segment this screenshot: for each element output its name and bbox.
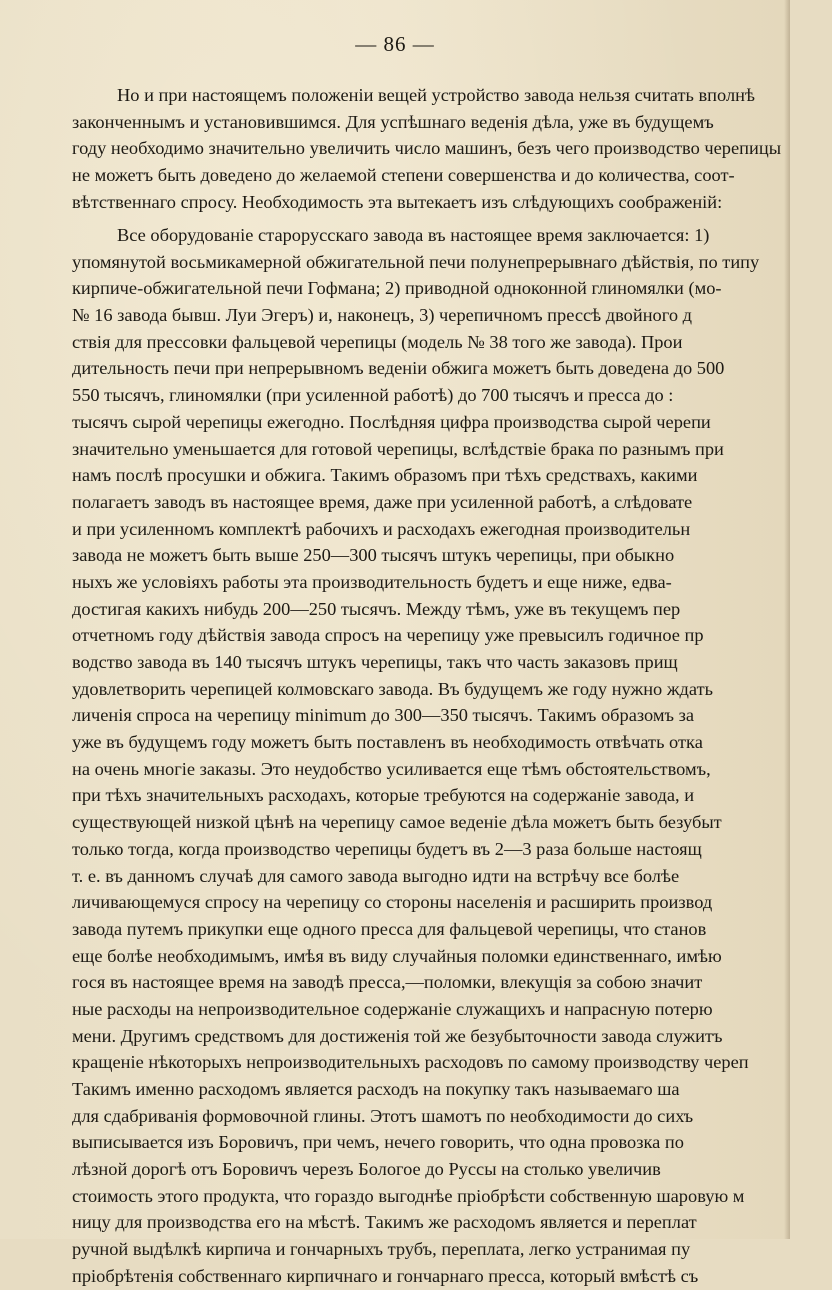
- text-line: личенія спроса на черепицу minimum до 300—350 тысячъ. Такимъ образомъ за: [72, 705, 695, 726]
- text-line: еще болѣе необходимымъ, имѣя въ виду случайныя поломки единственнаго, имѣю: [72, 945, 722, 966]
- text-line: уже въ будущемъ году можетъ быть поставленъ въ необходимость отвѣчать отка: [72, 732, 703, 753]
- text-line: кращеніе нѣкоторыхъ непроизводительныхъ расходовъ по самому производству череп: [72, 1052, 749, 1073]
- text-line: Все оборудованіе старорусскаго завода въ настоящее время заключается: 1): [117, 225, 710, 245]
- text-line: достигая какихъ нибудь 200—250 тысячъ. Между тѣмъ, уже въ текущемъ пер: [72, 598, 681, 619]
- text-line: стоимость этого продукта, что гораздо выгоднѣе пріобрѣсти собственную шаровую м: [72, 1185, 745, 1206]
- paragraph-1: [72, 82, 832, 215]
- text-line: вѣтственнаго спросу. Необходимость эта вытекаетъ изъ слѣдующихъ соображеній:: [72, 191, 723, 212]
- text-line: мени. Другимъ средствомъ для достиженія той же безубыточности завода служитъ: [72, 1025, 723, 1046]
- text-line: дительность печи при непрерывномъ веденіи обжига можетъ быть доведена до 500: [72, 358, 725, 379]
- page-number: — 86 —: [355, 32, 435, 56]
- text-line: завода путемъ прикупки еще одного пресса для фальцевой черепицы, что станов: [72, 918, 707, 939]
- text-line: для сдабриванія формовочной глины. Этотъ шамотъ по необходимости до сихъ: [72, 1105, 694, 1126]
- text-line: ные расходы на непроизводительное содержаніе служащихъ и напрасную потерю: [72, 998, 713, 1019]
- text-line: Но и при настоящемъ положеніи вещей устройство завода нельзя считать вполнѣ: [117, 85, 755, 105]
- text-line: гося въ настоящее время на заводѣ пресса,—поломки, влекущія за собою значит: [72, 972, 703, 993]
- text-line: выписывается изъ Боровичъ, при чемъ, нечего говорить, что одна провозка по: [72, 1132, 684, 1153]
- text-line: 550 тысячъ, глиномялки (при усиленной работѣ) до 700 тысячъ и пресса до :: [72, 385, 674, 406]
- text-line: водство завода въ 140 тысячъ штукъ черепицы, такъ что часть заказовъ прищ: [72, 652, 678, 672]
- text-line: упомянутой восьмикамерной обжигательной печи полунепрерывнаго дѣйствія, по типу: [72, 251, 760, 272]
- text-line: при тѣхъ значительныхъ расходахъ, которые требуются на содержаніе завода, и: [72, 785, 695, 806]
- page-edge-shadow: [784, 0, 790, 1239]
- text-line: законченнымъ и установившимся. Для успѣшнаго веденія дѣла, уже въ будущемъ: [72, 111, 714, 132]
- text-line: завода не можетъ быть выше 250—300 тысячъ штукъ черепицы, при обыкно: [72, 545, 675, 566]
- text-line: Такимъ именно расходомъ является расходъ на покупку такъ называемаго ша: [72, 1079, 680, 1099]
- text-line: значительно уменьшается для готовой черепицы, вслѣдствіе брака по разнымъ при: [72, 438, 724, 459]
- text-line: на очень многіе заказы. Это неудобство усиливается еще тѣмъ обстоятельствомъ,: [72, 758, 711, 779]
- text-line: удовлетворить черепицей колмовскаго завода. Въ будущемъ же году нужно ждать: [72, 678, 714, 699]
- text-line: т. е. въ данномъ случаѣ для самого завода выгодно идти на встрѣчу все болѣе: [72, 865, 680, 886]
- text-line: лѣзной дорогѣ отъ Боровичъ черезъ Бологое до Руссы на столько увеличив: [72, 1159, 661, 1180]
- paragraph-2: [72, 222, 832, 1290]
- text-line: не можетъ быть доведено до желаемой степени совершенства и до количества, соот-: [72, 165, 735, 186]
- text-line: личивающемуся спросу на черепицу со стороны населенія и расширить производ: [72, 892, 713, 913]
- text-line: полагаетъ заводъ въ настоящее время, даже при усиленной работѣ, а слѣдовате: [72, 491, 693, 512]
- text-line: намъ послѣ просушки и обжига. Такимъ образомъ при тѣхъ средствахъ, какими: [72, 465, 698, 486]
- text-line: ручной выдѣлкѣ кирпича и гончарныхъ трубъ, переплата, легко устранимая пу: [72, 1239, 691, 1260]
- text-line: пріобрѣтенія собственнаго кирпичнаго и гончарнаго пресса, который вмѣстѣ съ: [72, 1265, 699, 1286]
- text-line: и при усиленномъ комплектѣ рабочихъ и расходахъ ежегодная производительн: [72, 518, 691, 539]
- text-line: кирпиче-обжигательной печи Гофмана; 2) приводной одноконной глиномялки (мо-: [72, 278, 722, 299]
- text-line: ницу для производства его на мѣстѣ. Такимъ же расходомъ является и переплат: [72, 1212, 697, 1233]
- text-line: только тогда, когда производство черепицы будетъ въ 2—3 раза больше настоящ: [72, 838, 702, 859]
- text-line: отчетномъ году дѣйствія завода спросъ на черепицу уже превысилъ годичное пр: [72, 625, 704, 646]
- text-line: тысячъ сырой черепицы ежегодно. Послѣдняя цифра производства сырой черепи: [72, 411, 711, 432]
- text-line: ныхъ же условіяхъ работы эта производительность будетъ и еще ниже, едва-: [72, 571, 672, 592]
- text-line: году необходимо значительно увеличить число машинъ, безъ чего производство черепицы: [72, 138, 782, 159]
- text-line: № 16 завода бывш. Луи Эгеръ) и, наконецъ, 3) черепичномъ прессѣ двойного д: [72, 305, 692, 326]
- text-line: существующей низкой цѣнѣ на черепицу самое веденіе дѣла можетъ быть безубыт: [72, 812, 722, 833]
- text-line: ствія для прессовки фальцевой черепицы (модель № 38 того же завода). Прои: [72, 331, 683, 352]
